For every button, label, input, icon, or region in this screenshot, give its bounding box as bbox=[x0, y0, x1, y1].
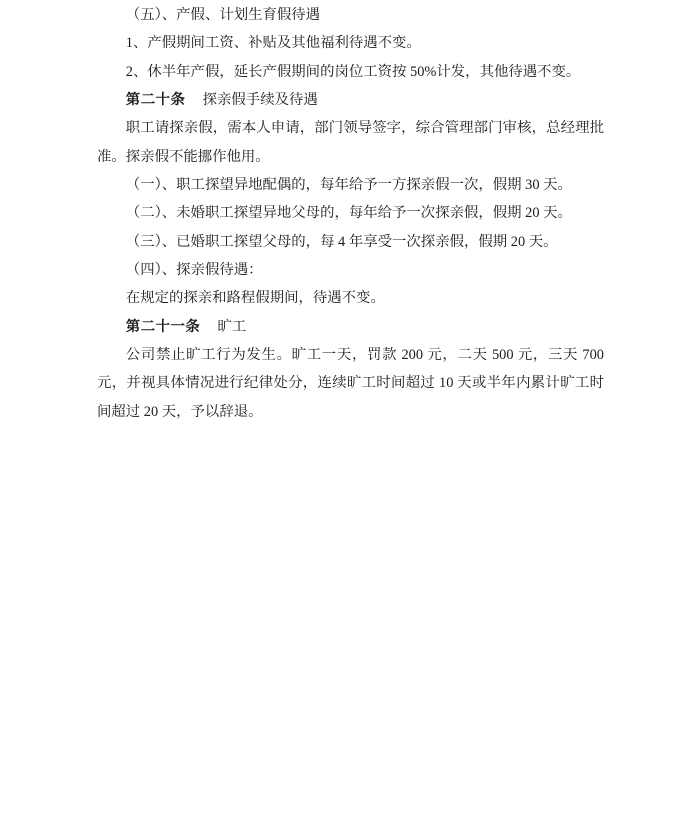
article-20-item-3: （三）、已婚职工探望父母的，每 4 年享受一次探亲假，假期 20 天。 bbox=[125, 233, 558, 250]
article-20-item-4-body: 在规定的探亲和路程假期间，待遇不变。 bbox=[125, 290, 385, 307]
article-20-heading bbox=[97, 86, 604, 114]
clause-5-title: （五）、产假、计划生育假待遇 bbox=[125, 7, 321, 23]
article-20-body: 职工请探亲假，需本人申请，部门领导签字，综合管理部门审核，总经理批准。探亲假不能挪作他用。 bbox=[97, 120, 604, 165]
clause-5-item-1: 1、产假期间工资、补贴及其他福利待遇不变。 bbox=[125, 35, 421, 52]
article-21-number: 第二十一条 bbox=[125, 318, 201, 335]
article-20-item-2: （二）、未婚职工探望异地父母的，每年给予一次探亲假，假期 20 天。 bbox=[125, 205, 572, 222]
clause-5-item-2: 2、休半年产假，延长产假期间的岗位工资按 50%计发，其他待遇不变。 bbox=[125, 63, 581, 80]
article-21-heading bbox=[97, 313, 604, 341]
article-20-item-1: （一）、职工探望异地配偶的，每年给予一方探亲假一次，假期 30 天。 bbox=[125, 177, 572, 194]
article-21-body: 公司禁止旷工行为发生。旷工一天，罚款 200 元，二天 500 元，三天 700 元，并视具体情况进行纪律处分，连续旷工时间超过 10 天或半年内累计旷工时间超过 20 天，予以辞退。 bbox=[97, 347, 604, 420]
article-21-title: 旷工 bbox=[217, 318, 247, 335]
article-20-title: 探亲假手续及待遇 bbox=[202, 92, 318, 109]
text-block bbox=[97, 1, 604, 426]
article-20-number: 第二十条 bbox=[125, 92, 186, 109]
article-20-item-4-title: （四）、探亲假待遇： bbox=[125, 262, 263, 279]
